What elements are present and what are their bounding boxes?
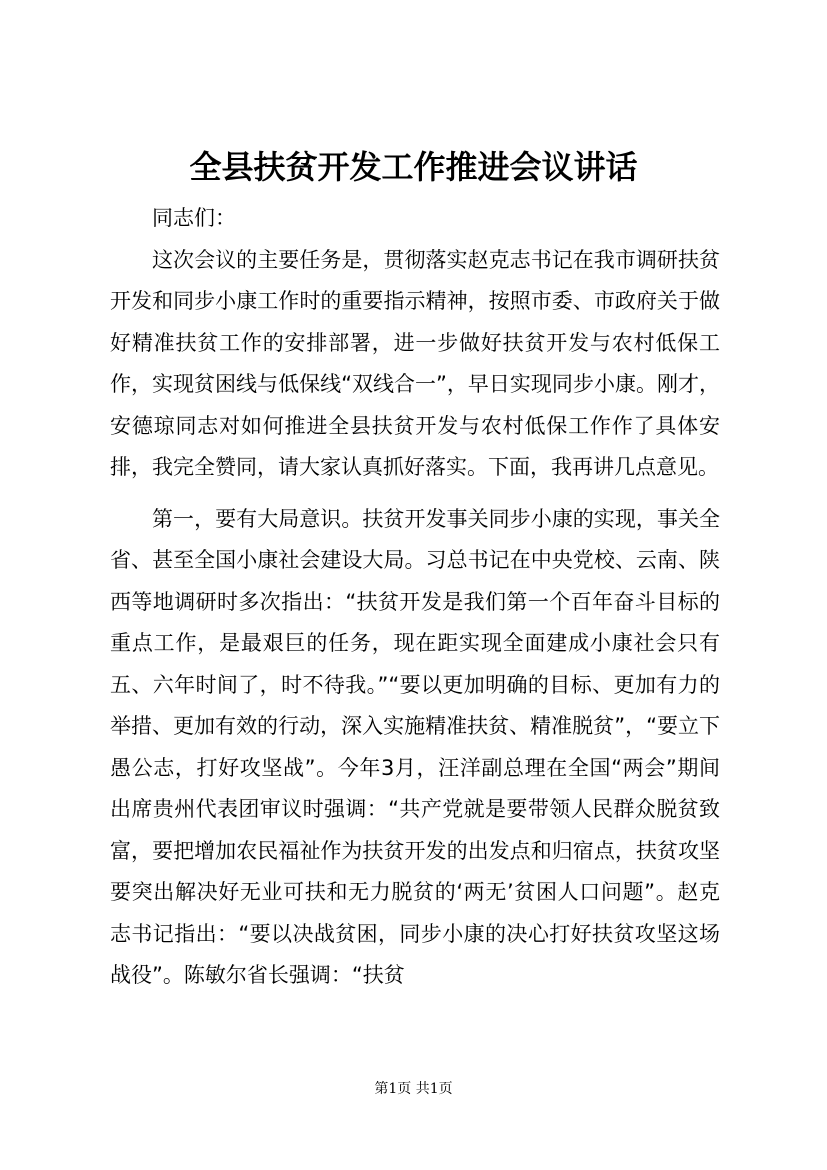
salutation: 同志们： [152, 206, 236, 230]
document-body [110, 198, 720, 997]
page-footer: 第1页 共1页 [374, 1081, 453, 1097]
paragraph-intro: 这次会议的主要任务是，贯彻落实赵克志书记在我市调研扶贫开发和同步小康工作时的重要指示精神，按照市委、市政府关于做好精准扶贫工作的安排部署，进一步做好扶贫开发与农村低保工作，实现贫困线与低保线“双线合一”，早日实现同步小康。刚才，安德琼同志对如何推进全县扶贫开发与农村低保工作作了具体安排，我完全赞同，请大家认真抓好落实。下面，我再讲几点意见。 [110, 247, 720, 479]
paragraph-gap [110, 489, 720, 499]
paragraph-first-point: 第一，要有大局意识。扶贫开发事关同步小康的实现，事关全省、甚至全国小康社会建设大局。习总书记在中央党校、云南、陕西等地调研时多次指出：“扶贫开发是我们第一个百年奋斗目标的重点工作，是最艰巨的任务，现在距实现全面建成小康社会只有五、六年时间了，时不待我。”“要以更加明确的目标、更加有力的举措、更加有效的行动，深入实施精准扶贫、精准脱贫”，“要立下愚公志，打好攻坚战”。今年3月，汪洋副总理在全国“两会”期间出席贵州代表团审议时强调：“共产党就是要带领人民群众脱贫致富，要把增加农民福祉作为扶贫开发的出发点和归宿点，扶贫攻坚要突出解决好无业可扶和无力脱贫的‘两无’贫困人口问题”。赵克志书记指出：“要以决战贫困，同步小康的决心打好扶贫攻坚这场战役”。陈敏尔省长强调：“扶贫 [110, 506, 720, 987]
document-title: 全县扶贫开发工作推进会议讲话 [189, 148, 638, 186]
